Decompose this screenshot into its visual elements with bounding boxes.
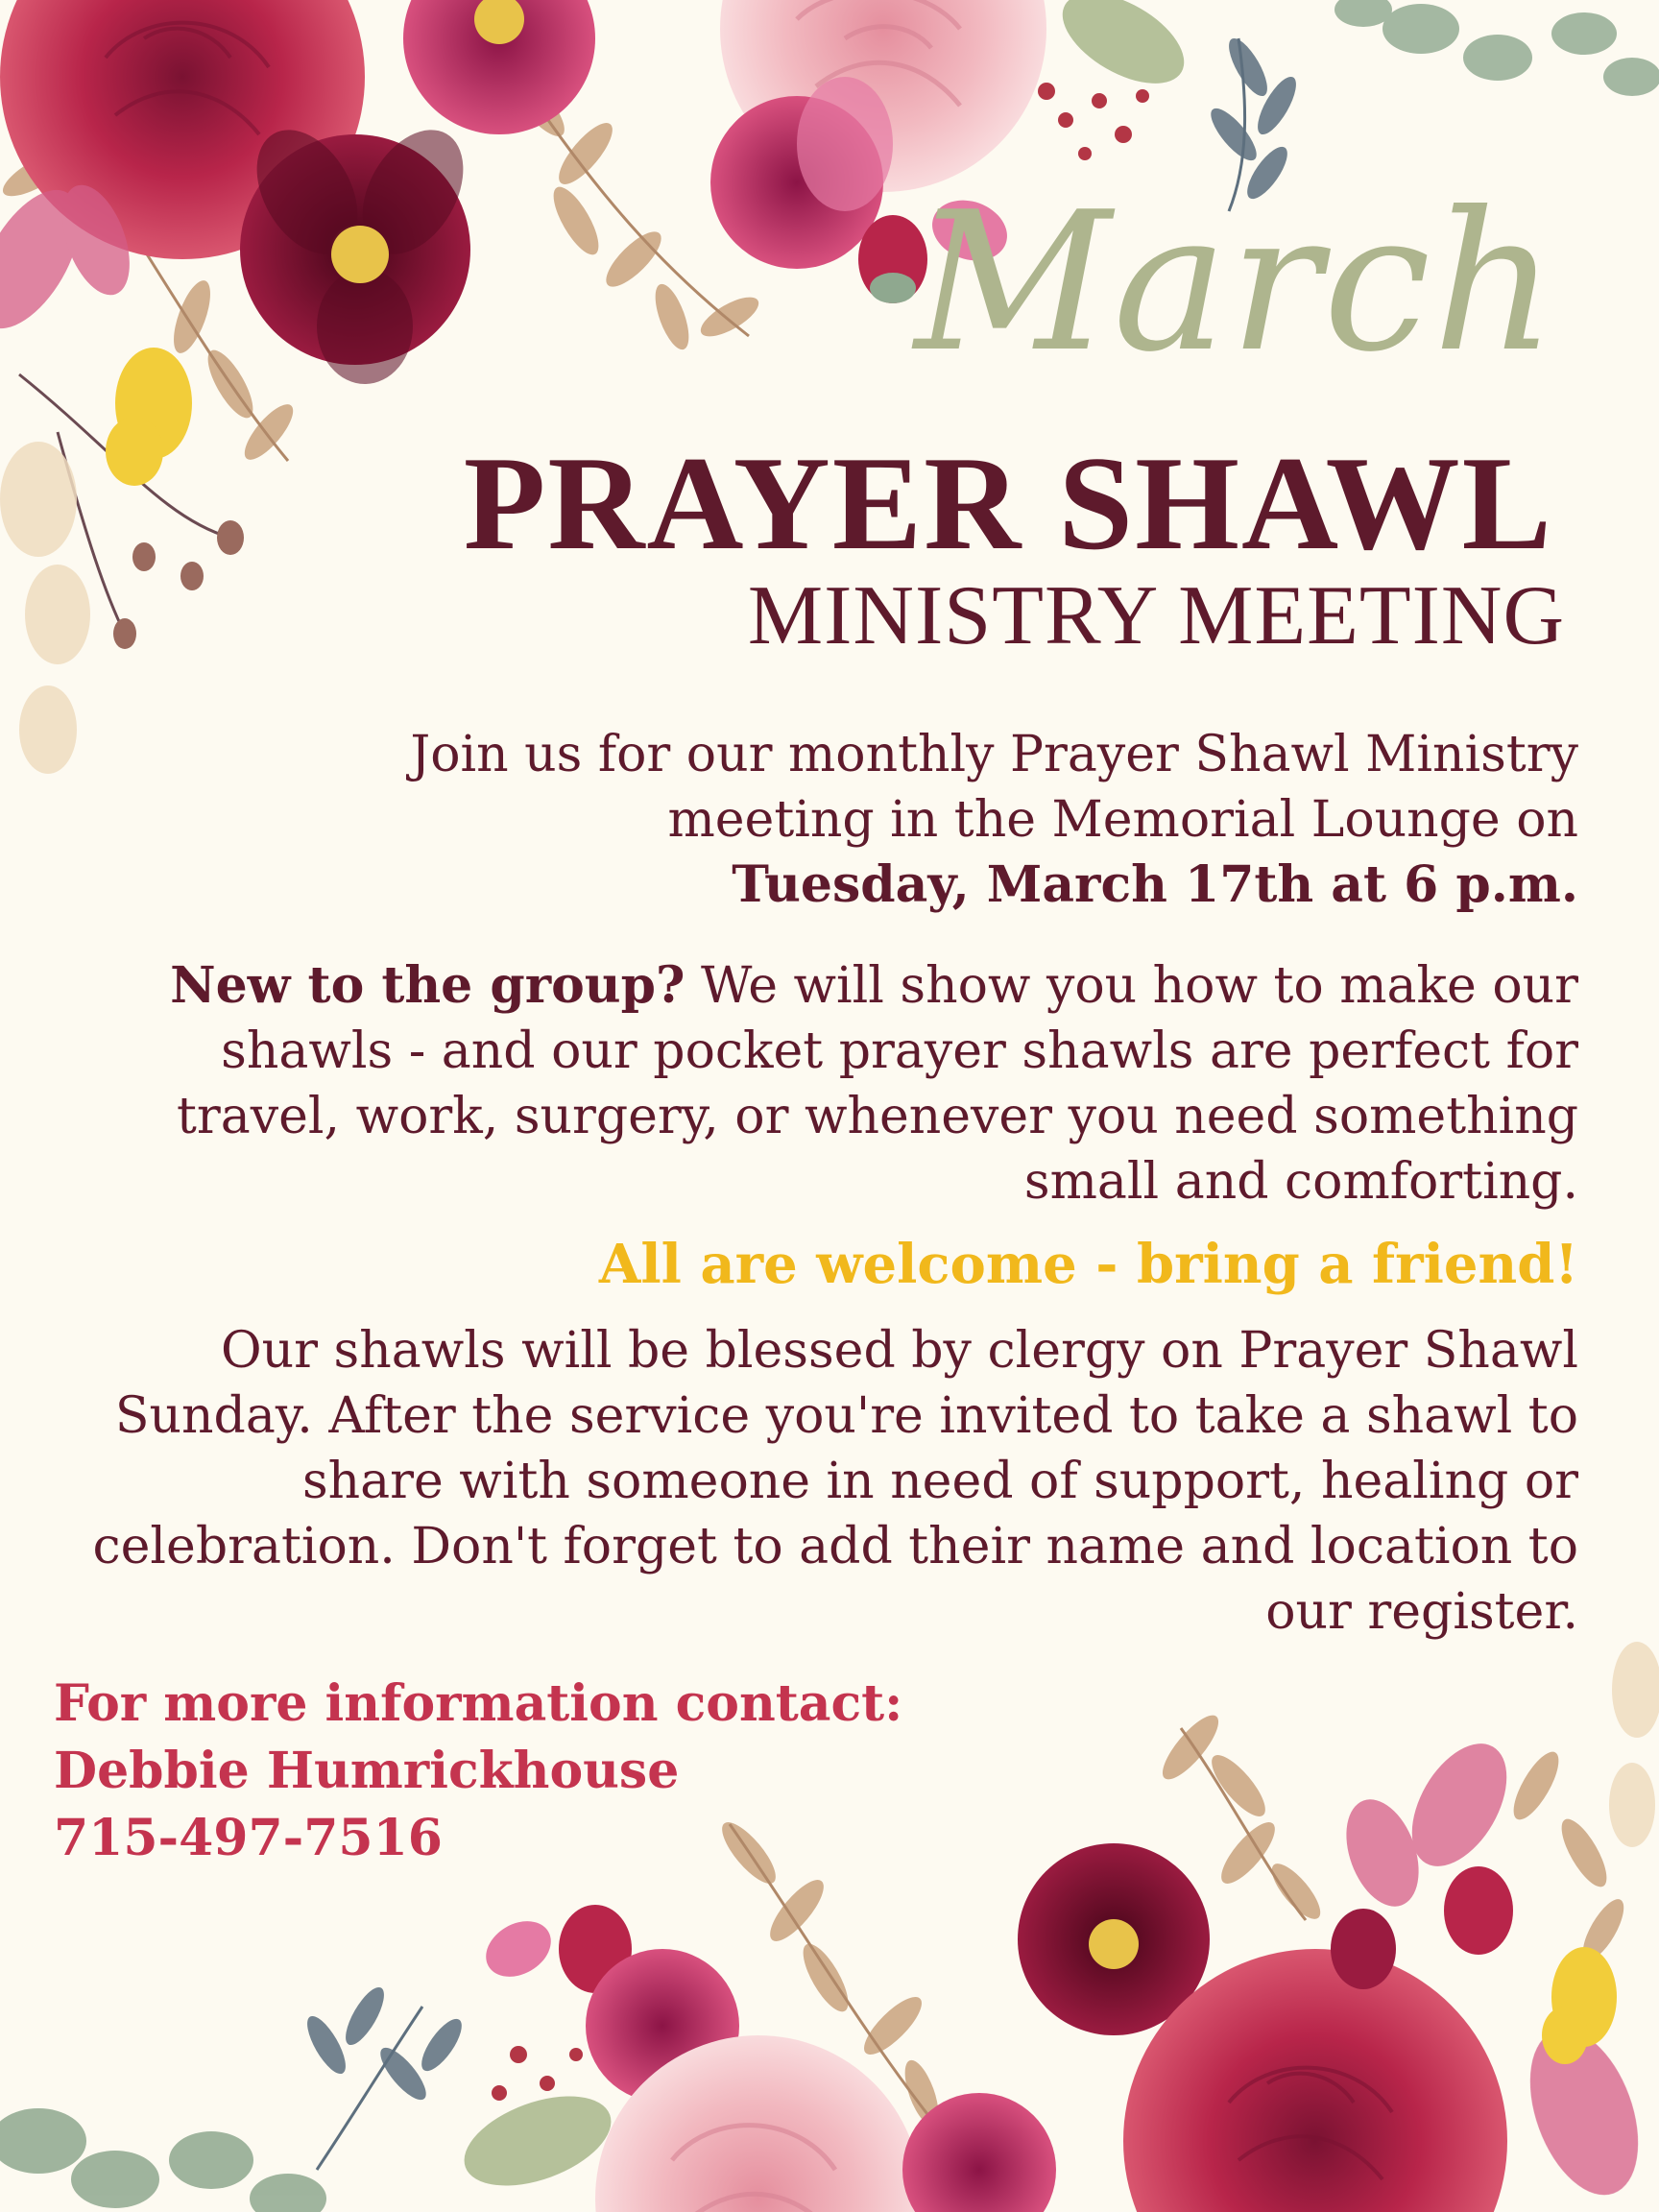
meeting-datetime: Tuesday, March 17th at 6 p.m. [732,855,1578,914]
title-prayer-shawl: PRAYER SHAWL [463,429,1553,578]
intro-line-2: meeting in the Memorial Lounge on [667,791,1578,849]
new-group-lead: New to the group? [170,956,685,1015]
intro-paragraph [157,722,1578,918]
title-ministry-meeting: MINISTRY MEETING [747,569,1565,662]
new-group-paragraph [81,953,1578,1214]
blessing-paragraph: Our shawls will be blessed by clergy on Prayer Shawl Sunday. After the service you're invited to take a shawl to share with someone in need of support, healing or celebration. Don't forget to add their name and location to our register. [92,1322,1578,1641]
welcome-tagline: All are welcome - bring a friend! [598,1233,1578,1296]
new-group-text: We will show you how to make our shawls - and our pocket prayer shawls are perfect for travel, work, surgery, or whenever you need something small and comforting. [176,957,1578,1211]
contact-phone: 715-497-7516 [54,1809,443,1867]
contact-block [54,1671,902,1872]
contact-name: Debbie Humrickhouse [54,1742,680,1800]
contact-heading: For more information contact: [54,1674,903,1733]
intro-line-1: Join us for our monthly Prayer Shawl Ministry [410,726,1578,783]
month-script-heading: March [914,171,1558,395]
